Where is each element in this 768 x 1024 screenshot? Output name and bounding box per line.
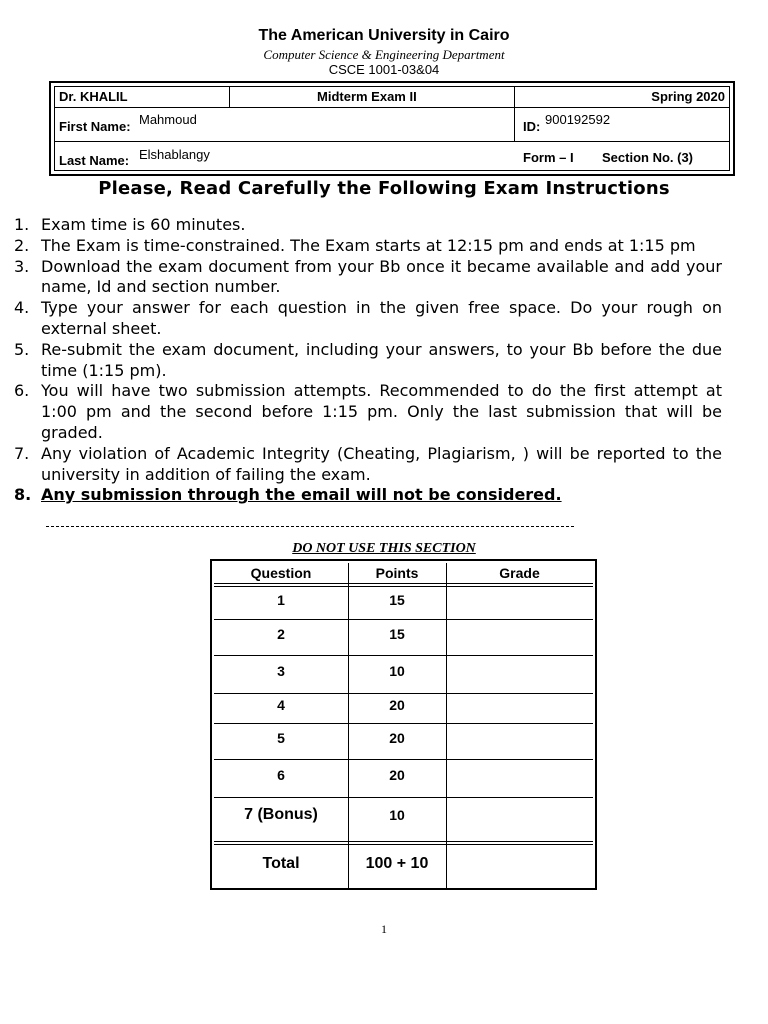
instructor-name: Dr. KHALIL xyxy=(59,89,128,104)
grade-table-points: 20 xyxy=(389,697,405,713)
grade-table-points: 20 xyxy=(389,730,405,746)
instruction-item: 3. Download the exam document from your Bb once it became available and add your name, Id and section number. xyxy=(14,256,722,297)
instruction-item: 7. Any violation of Academic Integrity (Cheating, Plagiarism, ) will be reported to the university in addition of failing the exam. xyxy=(14,443,722,484)
grade-table-points: 20 xyxy=(389,767,405,783)
grade-table-grade xyxy=(446,693,593,723)
grade-table-header: Question xyxy=(250,565,312,581)
department-name: Computer Science & Engineering Department xyxy=(263,47,505,62)
grade-table-header: Grade xyxy=(499,565,540,581)
grade-table-grade xyxy=(446,723,593,759)
grade-table-points: 15 xyxy=(389,592,405,608)
grade-table-grade xyxy=(446,797,593,839)
section-number: Section No. (3) xyxy=(602,150,694,165)
form-label: Form – I xyxy=(523,150,574,165)
grade-table-total-label: Total xyxy=(262,855,300,872)
first-name-field[interactable]: Mahmoud xyxy=(139,112,197,127)
grade-table-total-points: 100 + 10 xyxy=(365,855,429,872)
instruction-item: 1. Exam time is 60 minutes. xyxy=(14,215,246,234)
instruction-item: 2. The Exam is time-constrained. The Exam starts at 12:15 pm and ends at 1:15 pm xyxy=(14,235,696,255)
instructions-title: Please, Read Carefully the Following Exam Instructions xyxy=(98,178,670,199)
id-field[interactable]: 900192592 xyxy=(545,112,611,127)
grade-table-grade xyxy=(446,655,593,693)
grade-table-question: 5 xyxy=(277,730,285,746)
university-name: The American University in Cairo xyxy=(258,27,510,44)
grade-table-question: 6 xyxy=(277,767,285,783)
page-number: 1 xyxy=(381,922,387,936)
do-not-use-caption: DO NOT USE THIS SECTION xyxy=(292,541,476,556)
grade-table-header: Points xyxy=(375,565,419,581)
grade-table-question: 7 (Bonus) xyxy=(244,806,318,823)
grade-table-points: 10 xyxy=(389,663,405,679)
dashed-separator xyxy=(46,526,574,527)
grade-table-question: 1 xyxy=(277,592,285,608)
instruction-item: 5. Re-submit the exam document, including your answers, to your Bb before the due time (1:15 pm). xyxy=(14,339,722,380)
exam-name: Midterm Exam II xyxy=(317,89,417,104)
course-code: CSCE 1001-03&04 xyxy=(328,62,440,77)
grade-table-total-grade xyxy=(446,845,593,883)
grade-table-points: 10 xyxy=(389,807,405,823)
grade-table-question: 4 xyxy=(277,697,285,713)
grade-table-points: 15 xyxy=(389,626,405,642)
last-name-label: Last Name: xyxy=(59,153,130,168)
instruction-item: 4. Type your answer for each question in the given free space. Do your rough on external sheet. xyxy=(14,298,722,338)
first-name-label: First Name: xyxy=(59,119,131,134)
grade-table-grade xyxy=(446,759,593,797)
id-label: ID: xyxy=(523,119,541,134)
last-name-field[interactable]: Elshablangy xyxy=(139,147,210,162)
instructions-list xyxy=(14,215,722,506)
grade-table xyxy=(210,559,597,890)
grade-table-question: 3 xyxy=(277,663,285,679)
grade-table-grade xyxy=(446,619,593,655)
instruction-item-warning: 8. Any submission through the email will not be considered. xyxy=(14,485,562,505)
grade-table-grade xyxy=(446,587,593,619)
grade-table-question: 2 xyxy=(277,626,285,642)
exam-term: Spring 2020 xyxy=(651,89,725,104)
exam-info-table xyxy=(49,81,735,176)
instruction-item: 6. You will have two submission attempts. Recommended to do the first attempt at 1:00 pm and the second before 1:15 pm. Only the last submission that will be graded. xyxy=(14,381,722,442)
